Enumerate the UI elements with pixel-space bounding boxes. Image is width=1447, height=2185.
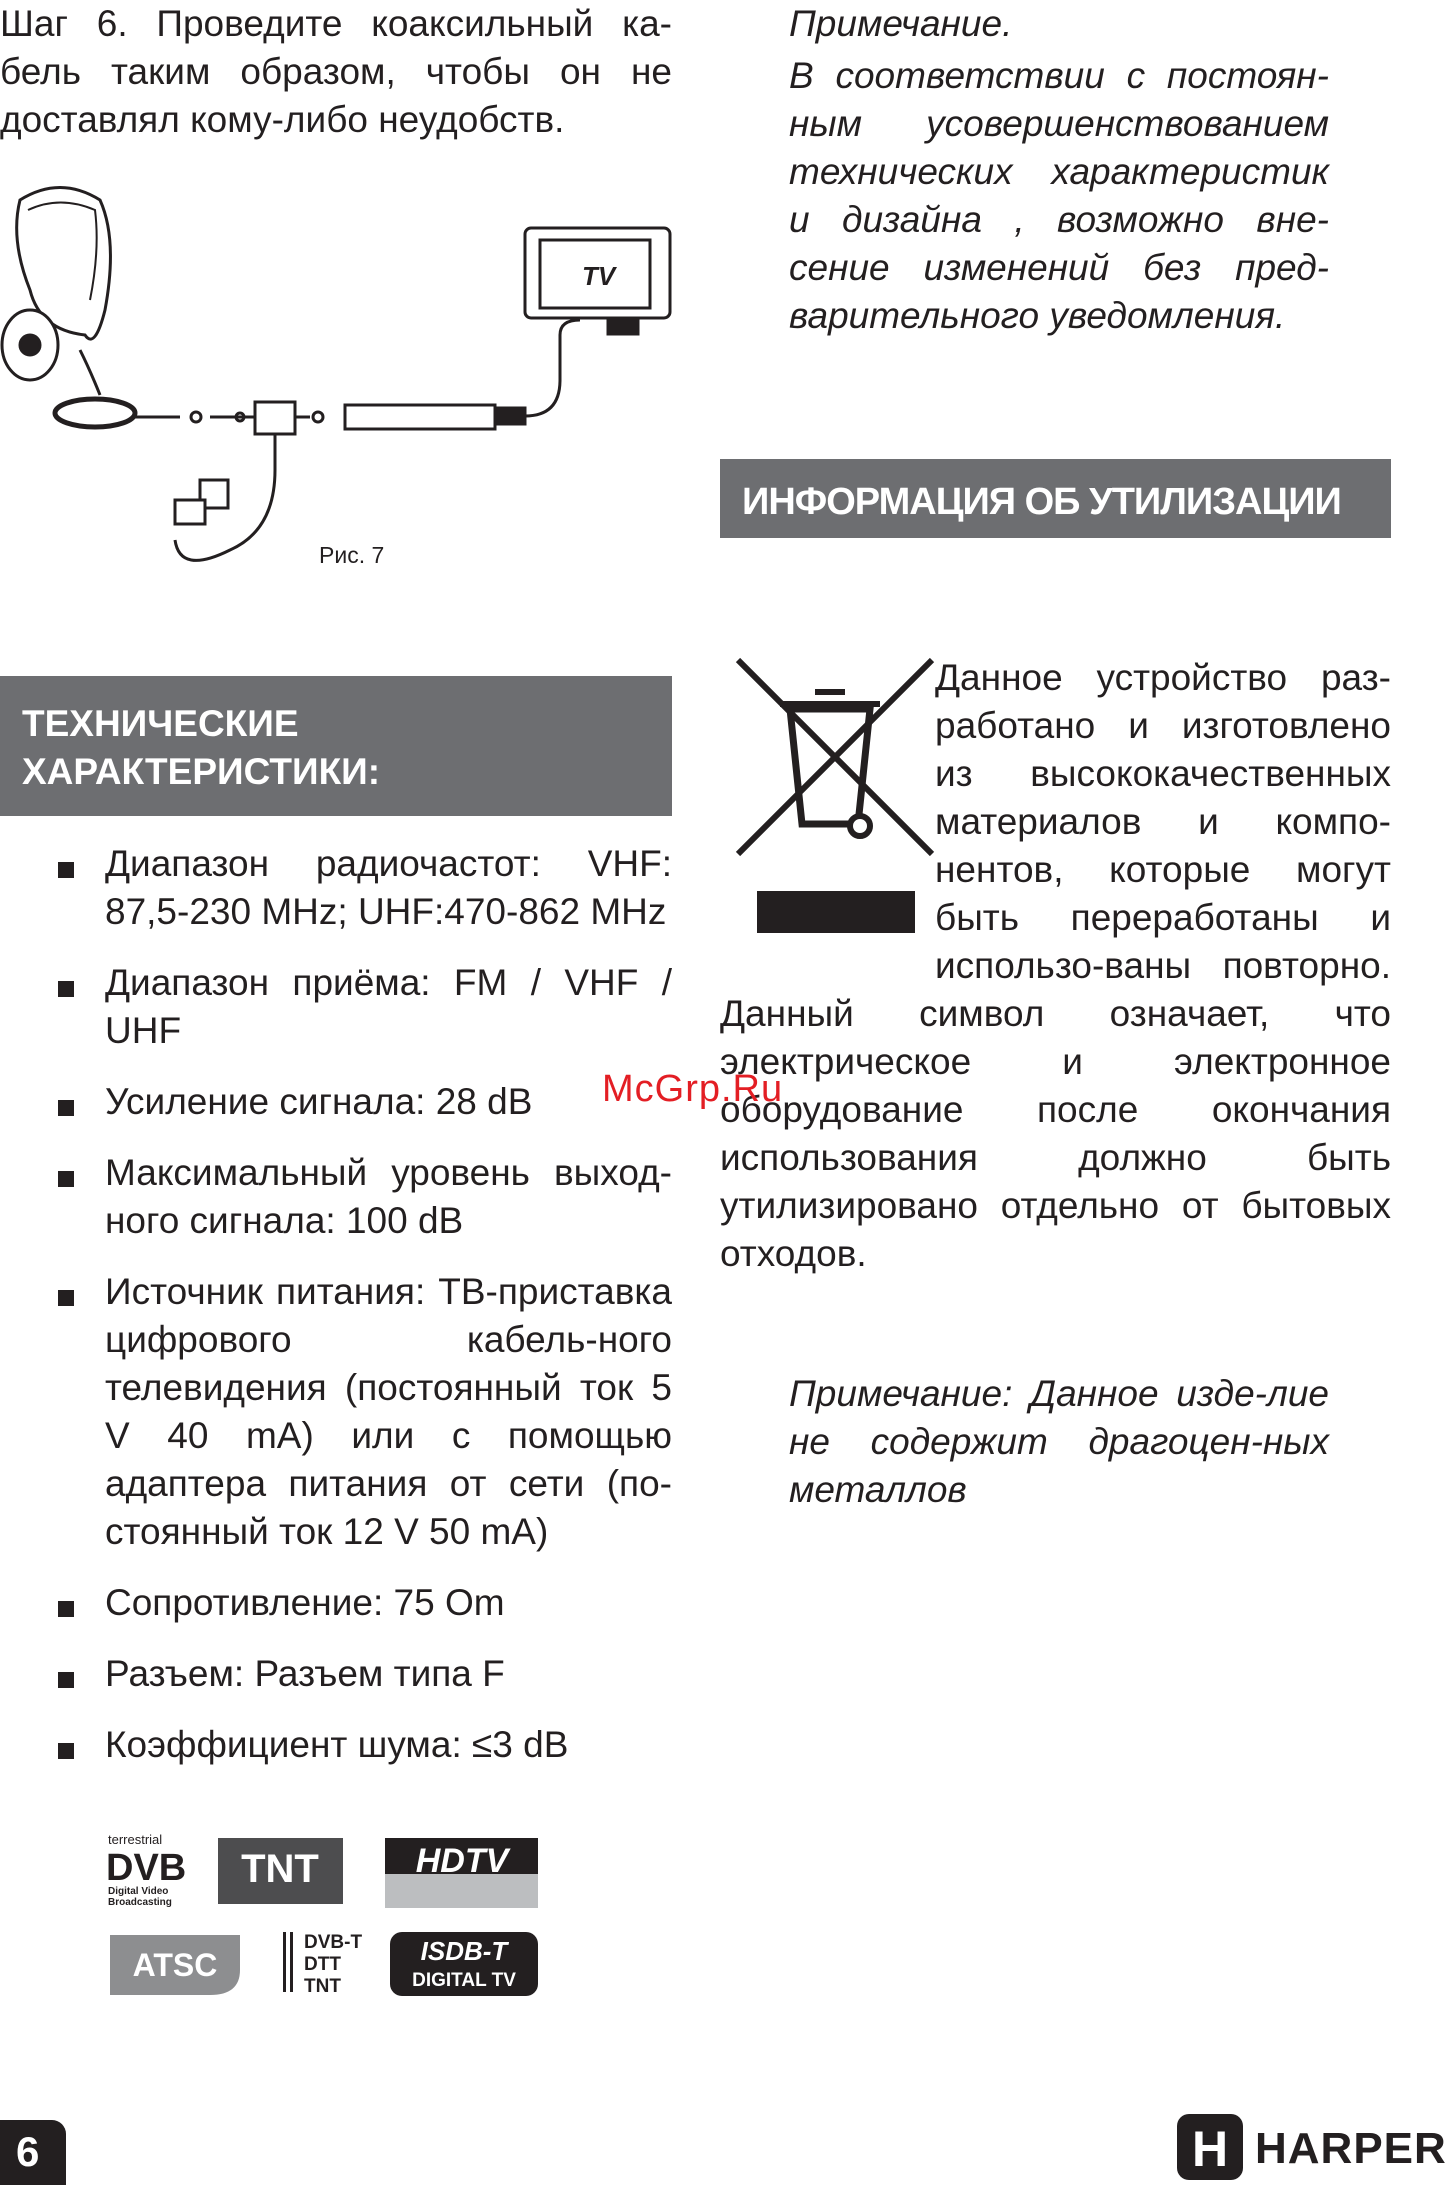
svg-text:DIGITAL TV: DIGITAL TV (412, 1970, 516, 1991)
tech-specs-list (55, 840, 672, 1792)
dvb-logo (106, 1832, 186, 1908)
hdtv-logo (385, 1838, 538, 1908)
svg-text:HDTV: HDTV (415, 1842, 509, 1880)
step-6-text: Шаг 6. Проведите коаксильный ка-бель таким образом, чтобы он не доставлял кому-либо неудобств. (0, 3, 672, 140)
disposal-section (720, 654, 1391, 1278)
brand-name: HARPER (1255, 2124, 1447, 2173)
tv-illustration (525, 228, 670, 334)
disposal-note: Примечание: Данное изде-лие не содержит драгоцен-ных металлов (789, 1373, 1329, 1510)
spec-item: Максимальный уровень выход-ного сигнала: 100 dB (55, 1149, 672, 1245)
spec-item: Разъем: Разъем типа F (55, 1650, 672, 1698)
watermark: McGrp.Ru (602, 1068, 784, 1110)
tech-heading-line1: ТЕХНИЧЕСКИЕ (22, 703, 299, 744)
figure-caption: Рис. 7 (319, 542, 385, 568)
svg-text:terrestrial: terrestrial (108, 1832, 163, 1847)
brand-mark: H (1191, 2121, 1229, 2177)
svg-text:ATSC: ATSC (132, 1947, 218, 1983)
spec-item: Сопротивление: 75 Om (55, 1579, 672, 1627)
svg-text:DVB: DVB (106, 1847, 187, 1889)
disposal-text: Данное устройство раз-работано и изготовлено из высококачественных материалов и компо-нентов, которые могут быть переработаны и использо-ваны повторно. Данный символ означает, что электрическое и электронное оборудование после окончания использования должно быть утилизировано отдельно от бытовых отходов. (720, 657, 1391, 1274)
note-body: В соответствии с постоян-ным усовершенствованием технических характеристик и дизайна , возможно вне-сение изменений без пред-варительного уведомления. (789, 55, 1329, 336)
cabling (135, 320, 580, 560)
antenna-illustration (2, 188, 135, 428)
installation-diagram (0, 180, 690, 580)
spec-item: Коэффициент шума: ≤3 dB (55, 1721, 672, 1769)
disposal-heading: ИНФОРМАЦИЯ ОБ УТИЛИЗАЦИИ (720, 459, 1391, 538)
crossed-bin-icon (720, 654, 935, 944)
spec-item: Диапазон радиочастот: VHF: 87,5-230 MHz; UHF:470-862 MHz (55, 840, 672, 936)
tv-label: TV (582, 261, 616, 291)
tech-specs-heading (0, 676, 672, 816)
dvbt-dtt-tnt-logo (283, 1932, 362, 1997)
broadcast-standard-logos (100, 1830, 550, 2030)
svg-text:Broadcasting: Broadcasting (108, 1897, 172, 1908)
spec-item: Усиление сигнала: 28 dB (55, 1078, 672, 1126)
svg-text:DTT: DTT (304, 1954, 341, 1975)
svg-text:TNT: TNT (304, 1976, 341, 1997)
svg-text:TNT: TNT (241, 1847, 319, 1891)
svg-text:DVB-T: DVB-T (304, 1932, 363, 1953)
atsc-logo (110, 1935, 240, 1995)
tnt-logo (218, 1838, 343, 1904)
svg-text:Digital Video: Digital Video (108, 1886, 169, 1897)
note-title: Примечание. (789, 3, 1013, 44)
isdb-t-logo (390, 1932, 538, 1996)
spec-item: Диапазон приёма: FM / VHF / UHF (55, 959, 672, 1055)
page-number: 6 (0, 2120, 66, 2185)
svg-text:ISDB-T: ISDB-T (420, 1936, 508, 1966)
spec-item: Источник питания: ТВ-приставка цифрового кабель-ного телевидения (постоянный ток 5 V 40 mA) или с помощью адаптера питания от сети (по-стоянный ток 12 V 50 mA) (55, 1268, 672, 1556)
tech-heading-line2: ХАРАКТЕРИСТИКИ: (22, 751, 381, 792)
